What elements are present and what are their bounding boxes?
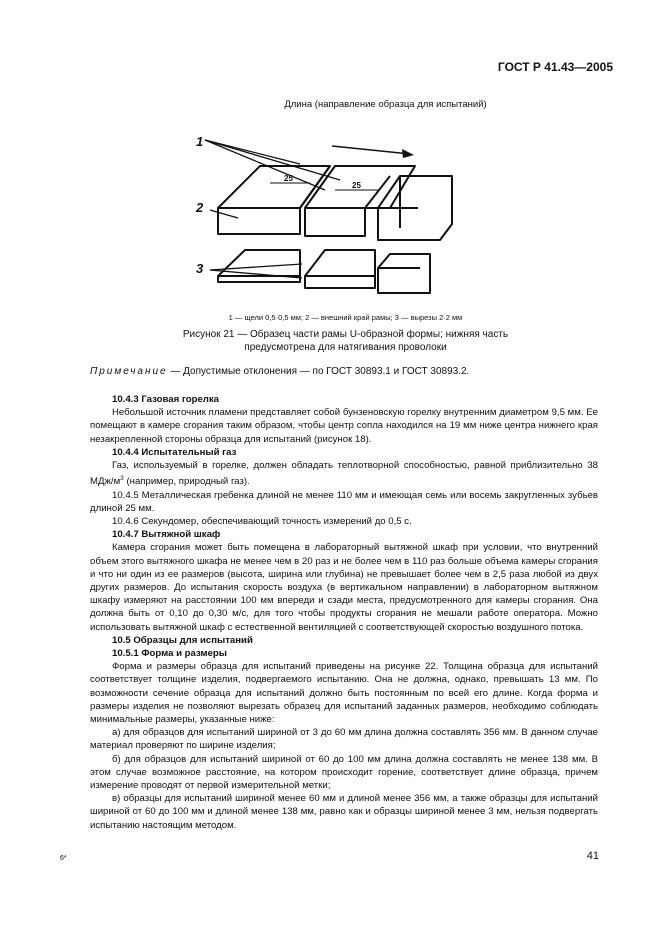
list-item-b: б) для образцов для испытаний шириной от 60 до 100 мм длина должна составлять не менее 138 мм. В этом случае возможное расстояние, на котором происходит горение, соответствует длине образца, причем измерение проводят от первой измерительной метки;: [90, 753, 598, 792]
section-title-10-4-4: 10.4.4 Испытательный газ: [112, 446, 237, 458]
caption-line-2: предусмотрена для натягивания проволоки: [244, 341, 447, 353]
frame-sample-figure: [190, 128, 460, 308]
list-item-c: в) образцы для испытаний шириной менее 60 мм и длиной менее 356 мм, а также образцы для испытаний шириной от 60 до 100 мм и длиной менее 138 мм, равно как и образцы шириной менее 3 мм, нельзя подвергать испытанию настоящим методом.: [90, 793, 598, 831]
callout-3: 3: [196, 261, 204, 276]
note-text: — Допустимые отклонения — по ГОСТ 30893.1 и ГОСТ 30893.2.: [167, 366, 470, 377]
note-label: Примечание: [90, 366, 168, 377]
document-body: [90, 393, 598, 832]
paragraph-10-4-7: Камера сгорания может быть помещена в лабораторный вытяжной шкаф при условии, что внутренний объем этого вытяжного шкафа не менее чем в 20 раз и не более чем в 110 раз больше объема камеры сгорания и что ни один из ее размеров (высота, ширина или глубина) не превышает более чем в 2,5 раза любой из двух других размеров. До испытания скорость воздуха (в вертикальном направлении) в лабораторном вытяжном шкафу измеряют на расстоянии 100 мм впереди и сзади места, предусмотренного для камеры сгорания. Она должна быть от 0,10 до 0,30 м/с, для того чтобы продукты сгорания не мешали работе оператора. Можно использовать вытяжной шкаф с естественной вентиляцией с соответствующей скоростью воздушного потока.: [90, 542, 598, 633]
section-title-10-5: 10.5 Образцы для испытаний: [112, 634, 253, 646]
paragraph-10-4-5: 10.4.5 Металлическая гребенка длиной не менее 110 мм и имеющая семь или восемь закругленных зубьев длиной 25 мм.: [90, 489, 598, 514]
figure-top-label: Длина (направление образца для испытаний): [284, 99, 487, 110]
figure-legend: 1 — щели 0,5·0,5 мм; 2 — внешний край рамы; 3 — вырезы 2·2 мм: [228, 313, 463, 322]
page-number: 41: [586, 850, 599, 862]
callout-1: 1: [196, 134, 204, 149]
paragraph-10-4-4: [90, 459, 598, 489]
section-title-10-5-1: 10.5.1 Форма и размеры: [112, 648, 227, 660]
paragraph-10-4-4-b: (например, природный газ).: [123, 476, 250, 488]
caption-line-1: Рисунок 21 — Образец части рамы U-образной формы; нижняя часть: [182, 329, 509, 340]
paragraph-10-4-4-a: Газ, используемый в горелке, должен обладать теплотворной способностью, равной приблизительно 38 МДж/м: [90, 460, 598, 488]
list-item-a: а) для образцов для испытаний шириной от 3 до 60 мм длина должна составлять 356 мм. В данном случае материал проверяют по ширине изделия;: [90, 727, 598, 752]
dimension-label-2: 25: [352, 181, 361, 190]
section-title-10-4-3: 10.4.3 Газовая горелка: [112, 394, 220, 405]
note: [90, 366, 469, 377]
footer-mark: 6*: [60, 855, 67, 862]
callout-2: 2: [196, 200, 204, 215]
paragraph-10-4-3: Небольшой источник пламени представляет собой бунзеновскую горелку внутренним диаметром 9,5 мм. Ее помещают в камере сгорания таким образом, чтобы центр сопла находился на 19 мм ниже центра нижнего края незакрепленной стороны образца для испытаний (рисунок 18).: [90, 407, 598, 445]
superscript: 3: [120, 475, 124, 483]
dimension-label-1: 25: [284, 174, 293, 183]
document-header: ГОСТ Р 41.43—2005: [497, 60, 613, 74]
section-title-10-4-7: 10.4.7 Вытяжной шкаф: [112, 529, 221, 541]
figure-caption: [0, 329, 661, 354]
paragraph-10-5-1: Форма и размеры образца для испытаний приведены на рисунке 22. Толщина образца для испытаний соответствует толщине изделия, подвергаемого испытанию. Она не должна, однако, превышать 13 мм. По возможности сечение образца для испытаний должно быть постоянным по всей его длине. Когда форма и размеры изделия не позволяют вырезать образец для испытаний заданных размеров, необходимо соблюдать минимальные размеры, указанные ниже:: [90, 661, 598, 726]
paragraph-10-4-6: 10.4.6 Секундомер, обеспечивающий точность измерений до 0,5 с.: [112, 516, 412, 528]
